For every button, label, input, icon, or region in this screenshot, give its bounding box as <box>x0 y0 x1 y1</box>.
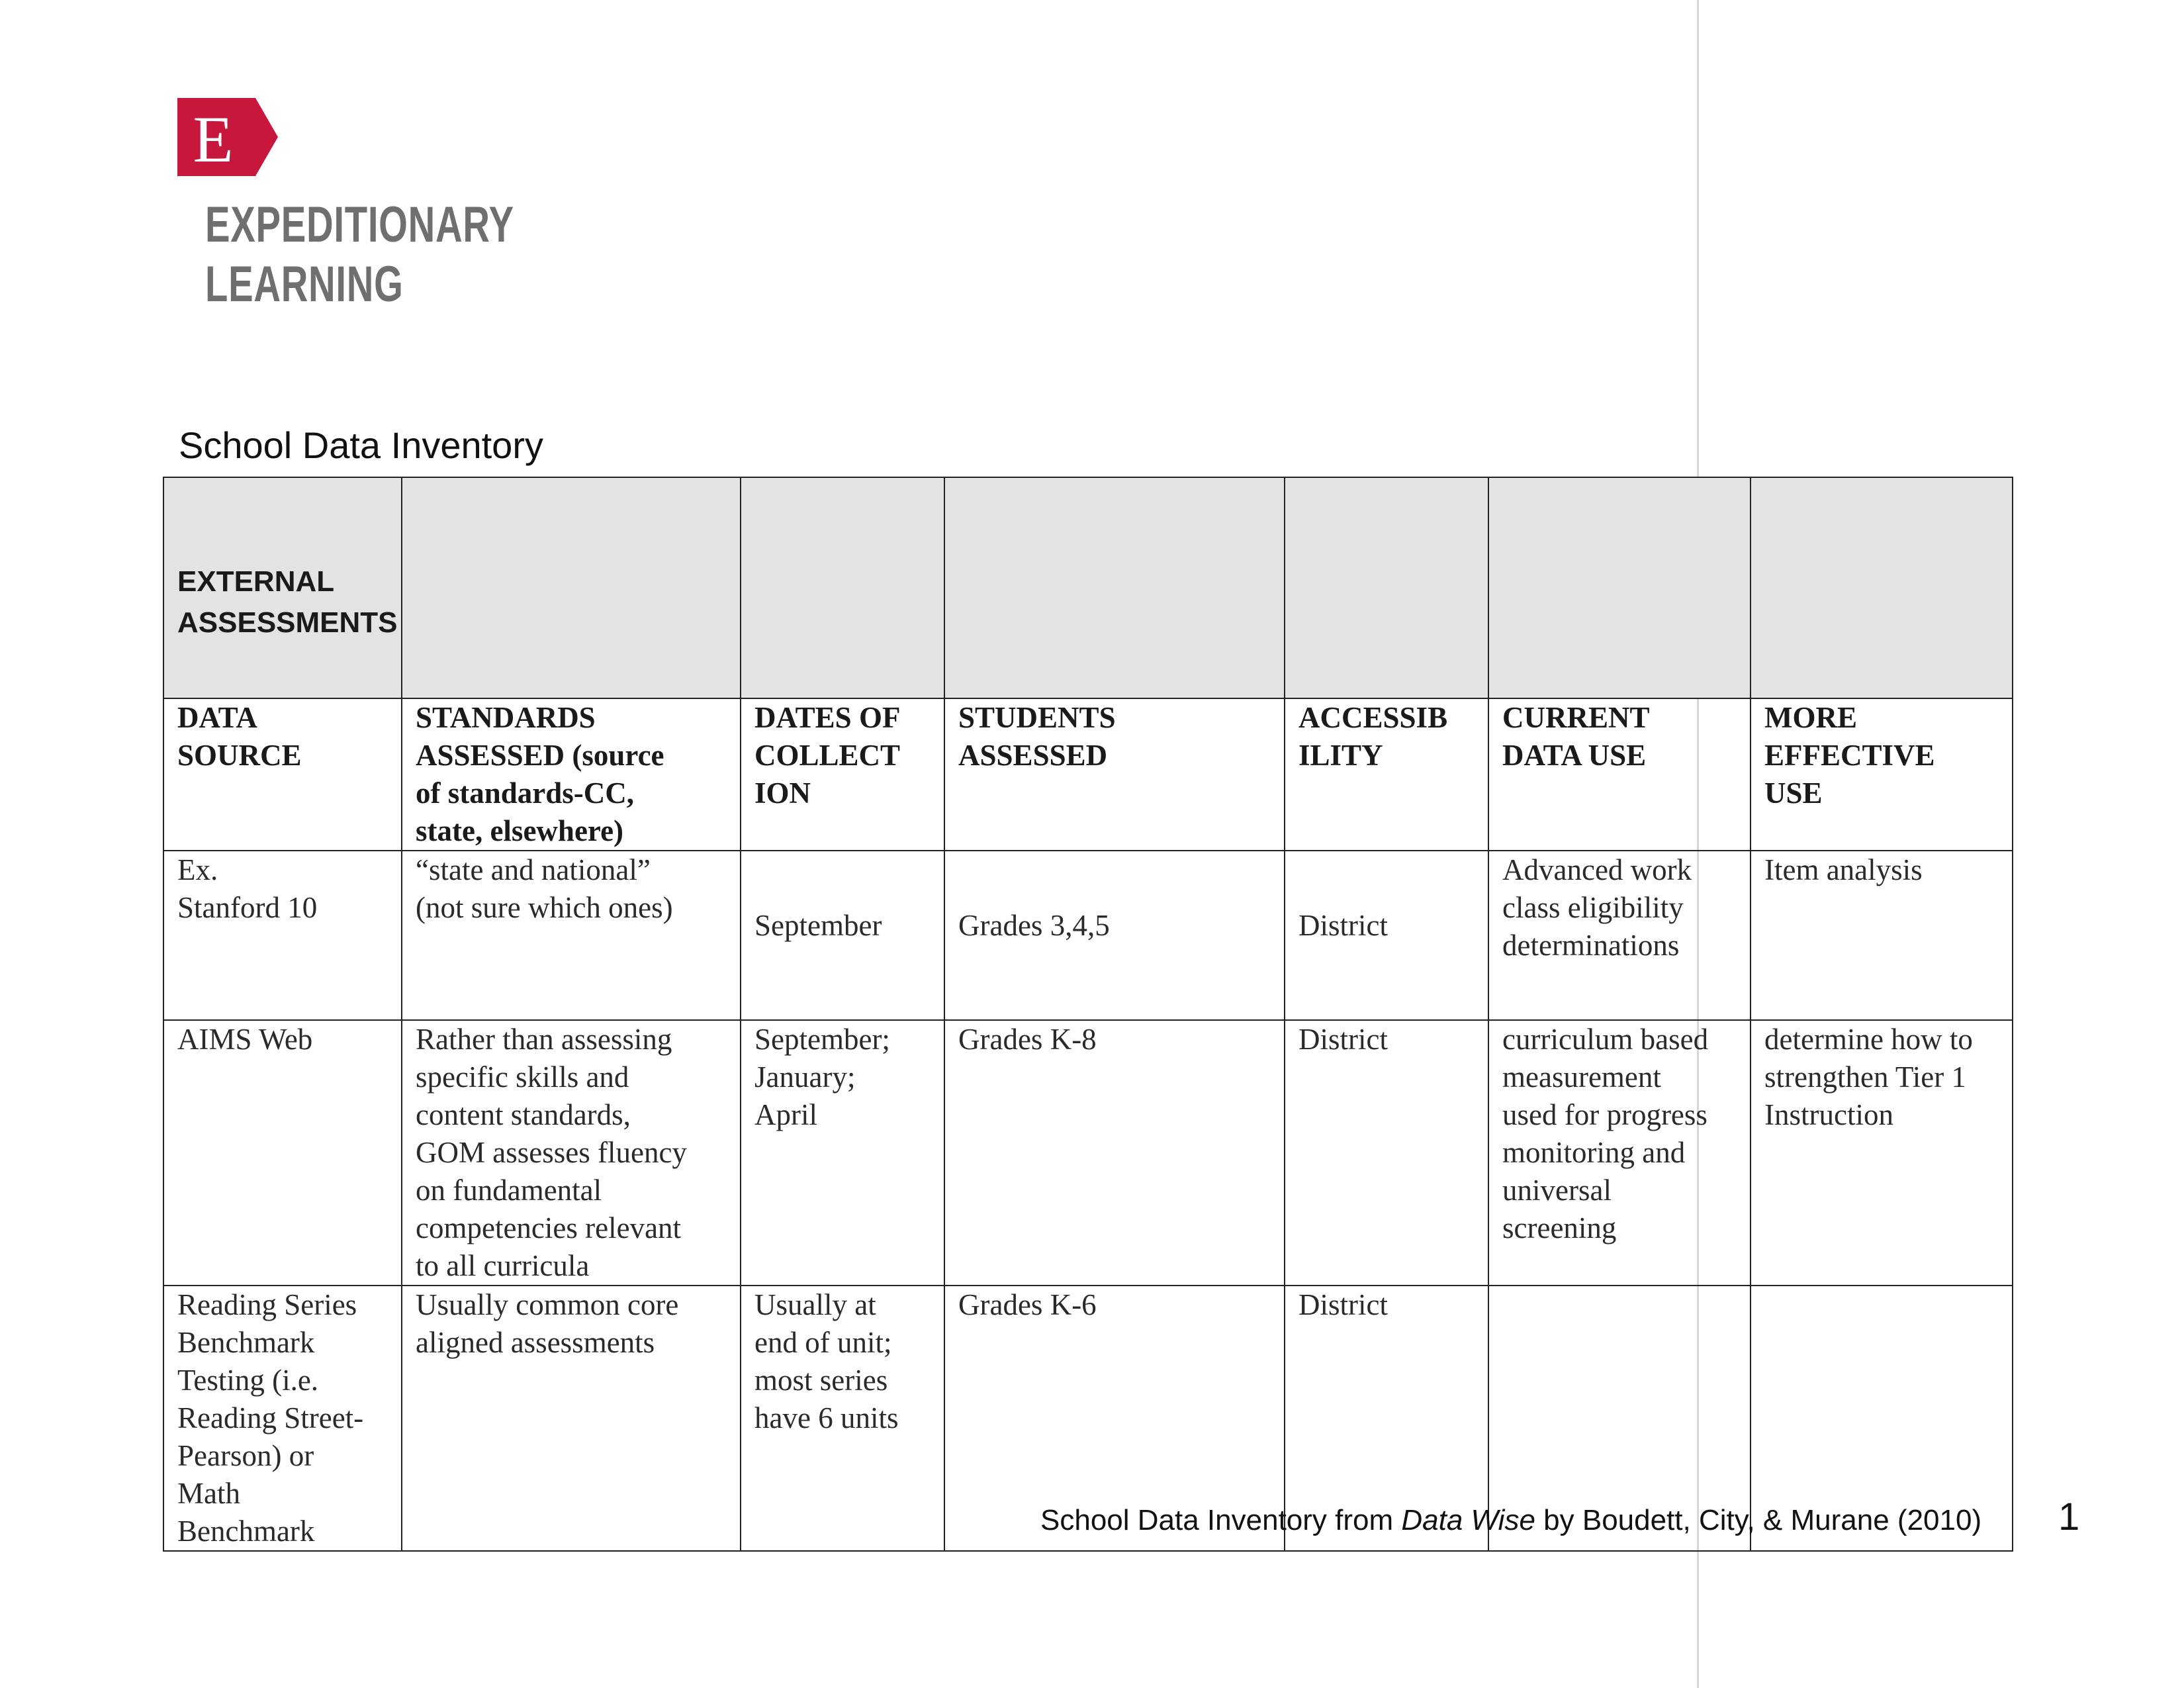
cell-text: Pearson) or <box>177 1439 314 1472</box>
cell-more-effective-use <box>1751 851 2013 1020</box>
column-header-text: STUDENTS <box>958 701 1116 734</box>
cell-text: determine how to <box>1764 1023 1973 1056</box>
section-label-line2: ASSESSMENTS <box>177 606 398 639</box>
column-header-accessibility <box>1285 698 1488 851</box>
section-label-line1: EXTERNAL <box>177 565 335 598</box>
column-header-text: DATES OF <box>754 701 901 734</box>
cell-text: end of unit; <box>754 1326 892 1359</box>
cell-students-assessed <box>944 851 1285 1020</box>
band-cell <box>944 477 1285 698</box>
column-header-standards-assessed <box>402 698 741 851</box>
cell-text: Math <box>177 1477 240 1510</box>
column-header-row <box>163 698 2013 851</box>
cell-current-data-use <box>1488 1020 1751 1286</box>
cell-text: used for progress <box>1502 1098 1707 1131</box>
band-cell <box>402 477 741 698</box>
cell-text: District <box>1298 1023 1388 1056</box>
cell-text: District <box>1298 909 1388 942</box>
column-header-text: DATA <box>177 701 257 734</box>
cell-standards-assessed <box>402 851 741 1020</box>
cell-accessibility <box>1285 851 1488 1020</box>
table-row <box>163 851 2013 1020</box>
cell-text: January; <box>754 1060 856 1094</box>
cell-text: “state and national” <box>416 853 651 886</box>
cell-text: specific skills and <box>416 1060 629 1094</box>
cell-more-effective-use <box>1751 1020 2013 1286</box>
column-header-text: ION <box>754 776 811 810</box>
cell-students-assessed <box>944 1020 1285 1286</box>
section-label-cell <box>163 477 402 698</box>
footer-prefix: School Data Inventory from <box>1040 1504 1402 1536</box>
cell-text: aligned assessments <box>416 1326 655 1359</box>
column-header-text: EFFECTIVE <box>1764 739 1935 772</box>
cell-text: September; <box>754 1023 890 1056</box>
data-inventory-table <box>163 477 2013 1552</box>
column-header-text: ASSESSED (source <box>416 739 664 772</box>
cell-text: Reading Street- <box>177 1401 364 1434</box>
band-cell <box>1488 477 1751 698</box>
column-header-text: STANDARDS <box>416 701 596 734</box>
column-header-text: CURRENT <box>1502 701 1650 734</box>
band-cell <box>741 477 944 698</box>
footer-book-title: Data Wise <box>1401 1504 1535 1536</box>
section-band-row <box>163 477 2013 698</box>
cell-text: District <box>1298 1288 1388 1321</box>
table-row <box>163 1020 2013 1286</box>
column-header-text: ILITY <box>1298 739 1383 772</box>
cell-text: have 6 units <box>754 1401 899 1434</box>
svg-text:E: E <box>193 103 234 176</box>
cell-text: strengthen Tier 1 <box>1764 1060 1967 1094</box>
column-header-students-assessed <box>944 698 1285 851</box>
cell-data-source <box>163 1286 402 1551</box>
footer-citation <box>1040 1504 1981 1537</box>
cell-dates-of-collection <box>741 851 944 1020</box>
cell-data-source <box>163 851 402 1020</box>
column-header-dates-of-collection <box>741 698 944 851</box>
cell-text: Grades K-6 <box>958 1288 1097 1321</box>
column-header-text: of standards-CC, <box>416 776 635 810</box>
page-number: 1 <box>2058 1495 2080 1538</box>
column-header-text: ASSESSED <box>958 739 1108 772</box>
cell-text: GOM assesses fluency <box>416 1136 687 1169</box>
cell-text: Testing (i.e. <box>177 1364 319 1397</box>
cell-text: Item analysis <box>1764 853 1923 886</box>
cell-standards-assessed <box>402 1286 741 1551</box>
cell-text: Rather than assessing <box>416 1023 672 1056</box>
logo-wordmark-line2: LEARNING <box>205 256 404 312</box>
cell-data-source <box>163 1020 402 1286</box>
column-header-text: DATA USE <box>1502 739 1647 772</box>
column-header-text: SOURCE <box>177 739 302 772</box>
cell-text: content standards, <box>416 1098 631 1131</box>
cell-current-data-use <box>1488 851 1751 1020</box>
cell-text: Usually at <box>754 1288 876 1321</box>
cell-text: Usually common core <box>416 1288 679 1321</box>
cell-text: Advanced work <box>1502 853 1692 886</box>
cell-dates-of-collection <box>741 1020 944 1286</box>
column-header-text: COLLECT <box>754 739 901 772</box>
logo-wordmark-line1: EXPEDITIONARY <box>205 197 514 253</box>
cell-text: Grades K-8 <box>958 1023 1097 1056</box>
cell-text: Ex. <box>177 853 218 886</box>
cell-text: on fundamental <box>416 1174 602 1207</box>
cell-text: Benchmark <box>177 1326 315 1359</box>
cell-text: measurement <box>1502 1060 1661 1094</box>
cell-text: Benchmark <box>177 1515 315 1548</box>
band-cell <box>1285 477 1488 698</box>
cell-text: AIMS Web <box>177 1023 313 1056</box>
cell-text: (not sure which ones) <box>416 891 673 924</box>
cell-text: class eligibility <box>1502 891 1684 924</box>
column-header-text: state, elsewhere) <box>416 814 624 847</box>
footer-suffix: by Boudett, City, & Murane (2010) <box>1535 1504 1982 1536</box>
cell-text: most series <box>754 1364 888 1397</box>
cell-text: to all curricula <box>416 1249 590 1282</box>
band-cell <box>1751 477 2013 698</box>
cell-standards-assessed <box>402 1020 741 1286</box>
cell-text: curriculum based <box>1502 1023 1709 1056</box>
cell-accessibility <box>1285 1020 1488 1286</box>
cell-text: determinations <box>1502 929 1680 962</box>
cell-text: screening <box>1502 1211 1617 1244</box>
cell-text: Stanford 10 <box>177 891 318 924</box>
page-title: School Data Inventory <box>179 424 543 466</box>
cell-text: April <box>754 1098 817 1131</box>
column-header-text: MORE <box>1764 701 1857 734</box>
column-header-more-effective-use <box>1751 698 2013 851</box>
column-header-text: ACCESSIB <box>1298 701 1448 734</box>
cell-text: Instruction <box>1764 1098 1893 1131</box>
cell-dates-of-collection <box>741 1286 944 1551</box>
column-header-data-source <box>163 698 402 851</box>
cell-text: monitoring and <box>1502 1136 1686 1169</box>
cell-text: Reading Series <box>177 1288 357 1321</box>
logo-e-mark-icon <box>177 98 278 176</box>
column-header-text: USE <box>1764 776 1823 810</box>
cell-text: September <box>754 909 882 942</box>
cell-text: Grades 3,4,5 <box>958 909 1110 942</box>
cell-text: competencies relevant <box>416 1211 682 1244</box>
column-header-current-data-use <box>1488 698 1751 851</box>
cell-text: universal <box>1502 1174 1612 1207</box>
